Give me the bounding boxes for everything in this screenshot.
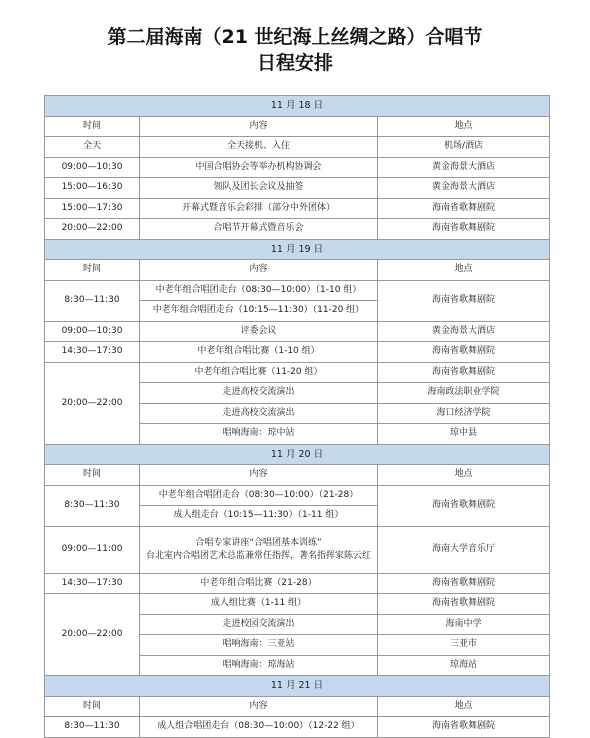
header-content: 内容 (140, 260, 378, 281)
cell-content: 合唱专家讲座“合唱团基本训练” 台北室内合唱团艺术总监兼常任指挥，著名指挥家陈云红 (140, 526, 378, 573)
header-time: 时间 (45, 116, 140, 137)
table-row (45, 198, 550, 219)
cell-time: 14:30—17:30 (45, 573, 140, 594)
cell-place: 海南中学 (378, 614, 550, 635)
cell-content: 中老年组合唱团走台（08:30—10:00）（21-28） (140, 485, 378, 506)
table-row (45, 594, 550, 615)
header-place: 地点 (378, 116, 550, 137)
table-row (45, 342, 550, 363)
cell-time: 09:00—10:30 (45, 157, 140, 178)
cell-place: 琼海站 (378, 655, 550, 676)
cell-time: 20:00—22:00 (45, 362, 140, 444)
day-header: 11 月 18 日 (45, 96, 550, 117)
cell-place: 琼中县 (378, 424, 550, 445)
cell-content: 中国合唱协会等举办机构协调会 (140, 157, 378, 178)
header-content: 内容 (140, 465, 378, 486)
header-time: 时间 (45, 465, 140, 486)
cell-place: 海南省歌舞剧院 (378, 362, 550, 383)
table-row (45, 219, 550, 240)
cell-time: 20:00—22:00 (45, 219, 140, 240)
cell-content: 唱响海南：琼海站 (140, 655, 378, 676)
table-row (45, 280, 550, 301)
cell-content: 中老年组合唱团走台（08:30—10:00）（1-10 组） (140, 280, 378, 301)
table-row (45, 573, 550, 594)
cell-content: 唱响海南：三亚站 (140, 635, 378, 656)
cell-content: 成人组比赛（1-11 组） (140, 594, 378, 615)
table-row (45, 526, 550, 573)
cell-content: 中老年组合唱比赛（11-20 组） (140, 362, 378, 383)
cell-time: 15:00—16:30 (45, 178, 140, 199)
cell-time: 8:30—11:30 (45, 280, 140, 321)
day-header: 11 月 21 日 (45, 676, 550, 697)
cell-place: 海南政法职业学院 (378, 383, 550, 404)
cell-content: 走进高校交流演出 (140, 383, 378, 404)
cell-time: 全天 (45, 137, 140, 158)
cell-place: 黄金海景大酒店 (378, 321, 550, 342)
cell-content: 全天接机、入住 (140, 137, 378, 158)
header-place: 地点 (378, 465, 550, 486)
day-header: 11 月 20 日 (45, 444, 550, 465)
cell-place: 海口经济学院 (378, 403, 550, 424)
cell-content: 评委会议 (140, 321, 378, 342)
cell-place: 海南省歌舞剧院 (378, 573, 550, 594)
header-content: 内容 (140, 696, 378, 717)
page-title: 第二届海南（21 世纪海上丝绸之路）合唱节 (107, 26, 483, 48)
table-row (45, 362, 550, 383)
cell-content: 成人组走台（10:15—11:30）（1-11 组） (140, 506, 378, 527)
schedule-table (44, 95, 550, 738)
header-time: 时间 (45, 260, 140, 281)
cell-content: 唱响海南：琼中站 (140, 424, 378, 445)
table-row (45, 137, 550, 158)
cell-content: 开幕式暨音乐会彩排（部分中外团体） (140, 198, 378, 219)
cell-content: 中老年组合唱比赛（1-10 组） (140, 342, 378, 363)
cell-place: 海南省歌舞剧院 (378, 198, 550, 219)
table-row (45, 178, 550, 199)
cell-time: 8:30—11:30 (45, 485, 140, 526)
cell-content: 走进校园交流演出 (140, 614, 378, 635)
cell-content: 领队及团长会议及抽签 (140, 178, 378, 199)
cell-place: 海南省歌舞剧院 (378, 219, 550, 240)
table-row (45, 485, 550, 506)
cell-content: 合唱节开幕式暨音乐会 (140, 219, 378, 240)
cell-place: 海南省歌舞剧院 (378, 342, 550, 363)
cell-time: 15:00—17:30 (45, 198, 140, 219)
cell-place: 海南省歌舞剧院 (378, 594, 550, 615)
cell-place: 海南省歌舞剧院 (378, 717, 550, 738)
cell-time: 14:30—17:30 (45, 342, 140, 363)
cell-place: 黄金海景大酒店 (378, 157, 550, 178)
cell-place: 海南省歌舞剧院 (378, 485, 550, 526)
table-row (45, 157, 550, 178)
cell-content: 中老年组合唱比赛（21-28） (140, 573, 378, 594)
cell-time: 20:00—22:00 (45, 594, 140, 676)
cell-content: 走进高校交流演出 (140, 403, 378, 424)
day-header: 11 月 19 日 (45, 239, 550, 260)
cell-place: 机场/酒店 (378, 137, 550, 158)
table-row (45, 717, 550, 738)
cell-place: 海南大学音乐厅 (378, 526, 550, 573)
cell-time: 8:30—11:30 (45, 717, 140, 738)
page-subtitle: 日程安排 (256, 52, 333, 74)
header-place: 地点 (378, 696, 550, 717)
cell-content: 中老年组合唱团走台（10:15—11:30）（11-20 组） (140, 301, 378, 322)
cell-place: 黄金海景大酒店 (378, 178, 550, 199)
cell-place: 三亚市 (378, 635, 550, 656)
header-place: 地点 (378, 260, 550, 281)
cell-time: 09:00—10:30 (45, 321, 140, 342)
header-content: 内容 (140, 116, 378, 137)
table-row (45, 321, 550, 342)
cell-place: 海南省歌舞剧院 (378, 280, 550, 321)
header-time: 时间 (45, 696, 140, 717)
cell-content: 成人组合唱团走台（08:30—10:00）（12-22 组） (140, 717, 378, 738)
cell-time: 09:00—11:00 (45, 526, 140, 573)
